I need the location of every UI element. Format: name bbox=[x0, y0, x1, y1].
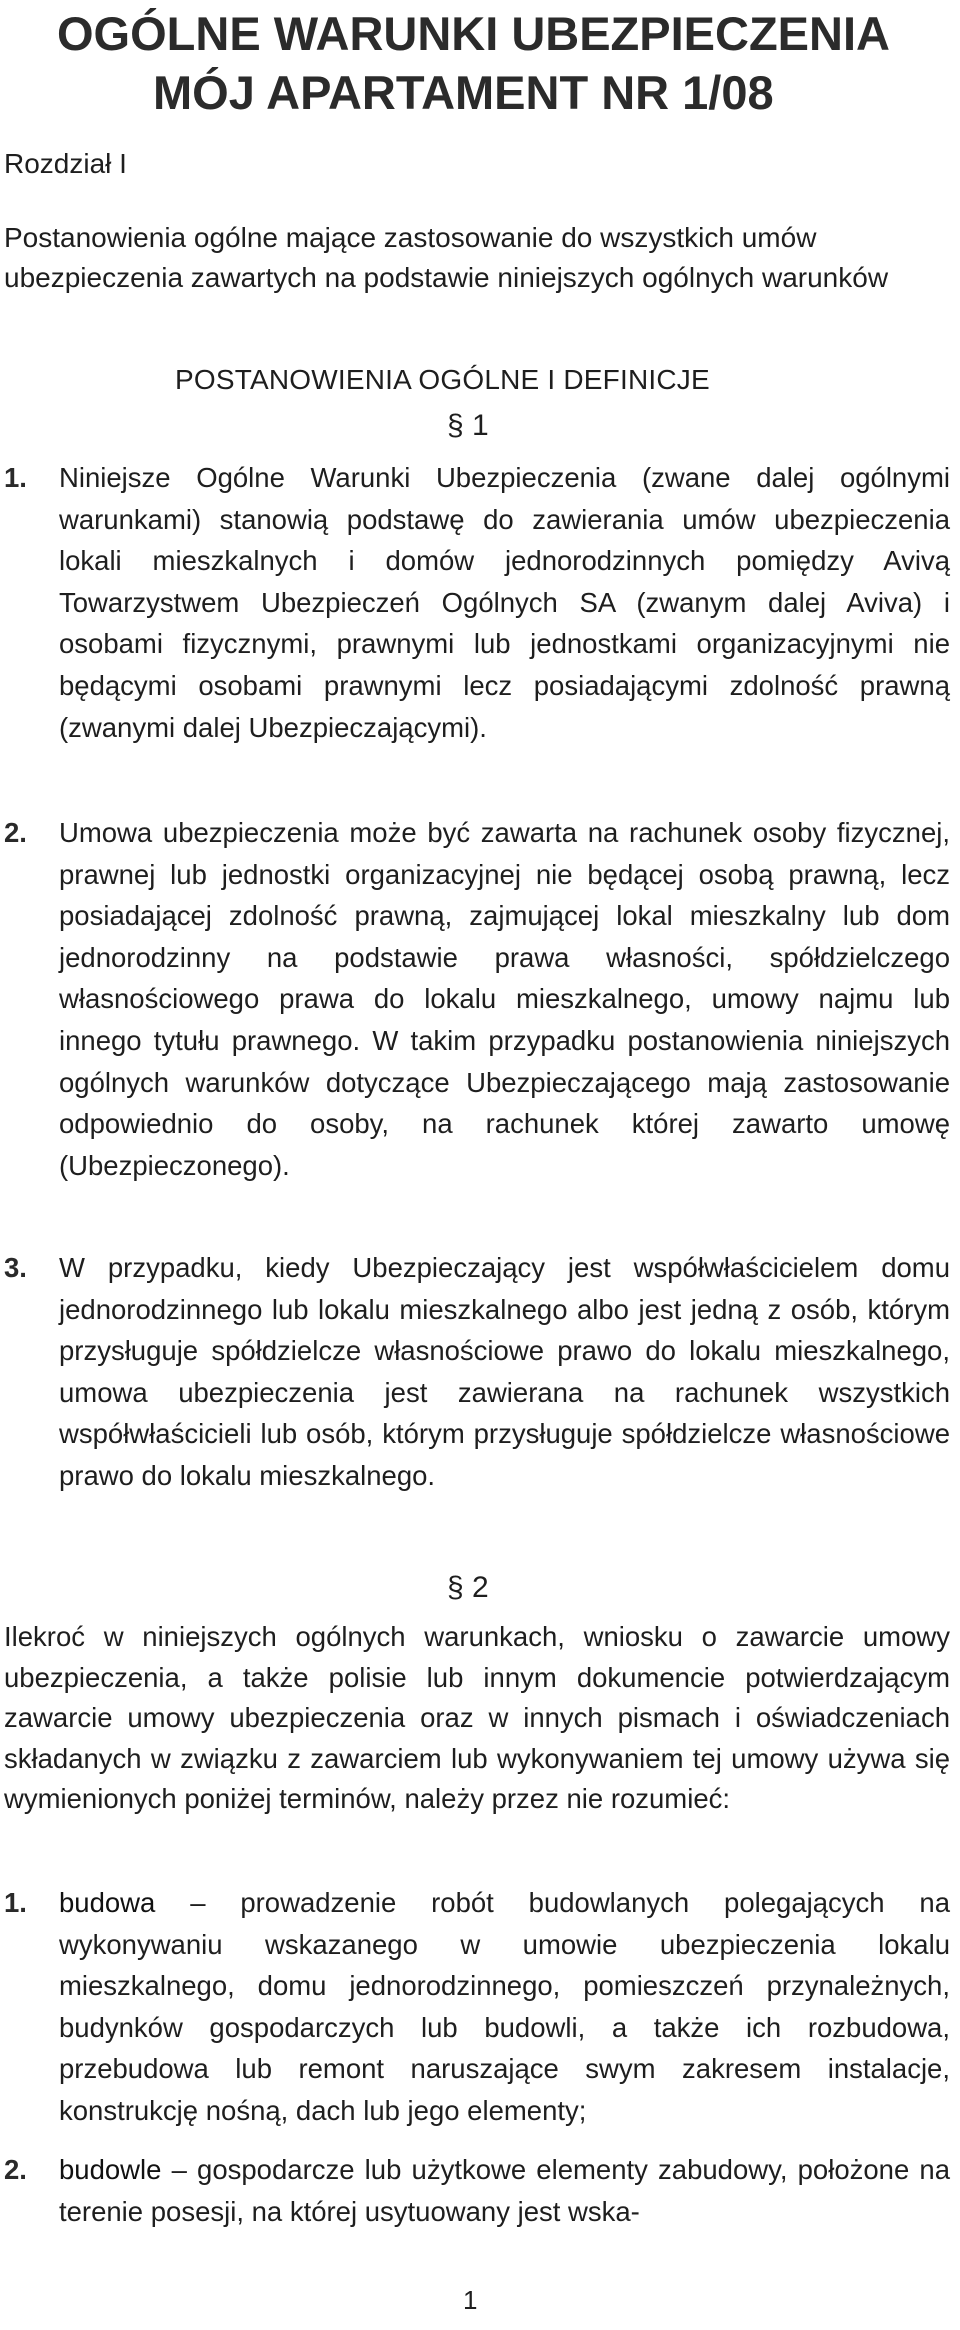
definition-text: – gospodarcze lub użytkowe elementy zabudowy, położone na terenie posesji, na której usytuowany jest wska- bbox=[59, 2154, 950, 2227]
page-number: 1 bbox=[463, 2285, 478, 2315]
list-item bbox=[4, 812, 950, 1186]
list-item bbox=[4, 457, 950, 748]
list-item-text: W przypadku, kiedy Ubezpieczający jest współwłaścicielem domu jednorodzinnego lub lokalu mieszkalnego albo jest jedną z osób, którym przysługuje spółdzielcze własnościowe prawo do lokalu mieszkalnego, umowa ubezpieczenia jest zawierana na rachunek wszystkich współwłaścicieli lub osób, którym przysługuje spółdzielcze własnościowe prawo do lokalu mieszkalnego. bbox=[59, 1252, 950, 1491]
definition-body bbox=[59, 2149, 950, 2232]
definition-number: 1. bbox=[4, 1887, 27, 1918]
list-item bbox=[4, 1247, 950, 1497]
definition-term: budowle bbox=[59, 2154, 162, 2185]
definition-term: budowa bbox=[59, 1887, 156, 1918]
chapter-label: Rozdział I bbox=[4, 148, 127, 179]
list-item-number: 3. bbox=[4, 1252, 27, 1283]
chapter-description: Postanowienia ogólne mające zastosowanie do wszystkich umów ubezpieczenia zawartych na podstawie niniejszych ogólnych warunków bbox=[4, 222, 889, 293]
definition-item bbox=[4, 1882, 950, 2132]
title-line-1: OGÓLNE WARUNKI UBEZPIECZENIA bbox=[57, 7, 890, 60]
title-line-2: MÓJ APARTAMENT NR 1/08 bbox=[153, 66, 774, 119]
paragraph-mark-2: § 2 bbox=[447, 1571, 489, 1604]
definition-body bbox=[59, 1882, 950, 2132]
section-heading: POSTANOWIENIA OGÓLNE I DEFINICJE bbox=[175, 364, 710, 395]
definition-number: 2. bbox=[4, 2154, 27, 2185]
document-title bbox=[57, 4, 937, 122]
definition-text: – prowadzenie robót budowlanych polegających na wykonywaniu wskazanego w umowie ubezpieczenia lokalu mieszkalnego, domu jednorodzinnego, pomieszczeń przynależnych, budynków gospodarczych lub budowli, a także ich rozbudowa, przebudowa lub remont naruszające swym zakresem instalacje, konstrukcję nośną, dach lub jego elementy; bbox=[59, 1887, 950, 2126]
list-item-text: Umowa ubezpieczenia może być zawarta na rachunek osoby fizycznej, prawnej lub jednostki organizacyjnej nie będącej osobą prawną, lecz posiadającej zdolność prawną, zajmującej lokal mieszkalny lub dom jednorodzinny na podstawie prawa własności, spółdzielczego własnościowego prawa do lokalu mieszkalnego, umowy najmu lub innego tytułu prawnego. W takim przypadku postanowienia niniejszych ogólnych warunków dotyczące Ubezpieczającego mają zastosowanie odpowiednio do osoby, na rachunek której zawarto umowę (Ubezpieczonego). bbox=[59, 817, 950, 1181]
list-item-number: 1. bbox=[4, 462, 27, 493]
paragraph-2-intro: Ilekroć w niniejszych ogólnych warunkach, wniosku o zawarcie umowy ubezpieczenia, a także polisie lub innym dokumencie potwierdzającym zawarcie umowy ubezpieczenia oraz w innych pismach i oświadczeniach składanych w związku z zawarciem lub wykonywaniem tej umowy używa się wymienionych poniżej terminów, należy przez nie rozumieć: bbox=[4, 1621, 950, 1814]
paragraph-mark-1: § 1 bbox=[447, 409, 489, 442]
list-item-text: Niniejsze Ogólne Warunki Ubezpieczenia (zwane dalej ogólnymi warunkami) stanowią podstawę do zawierania umów ubezpieczenia lokali mieszkalnych i domów jednorodzinnych pomiędzy Avivą Towarzystwem Ubezpieczeń Ogólnych SA (zwanym dalej Aviva) i osobami fizycznymi, prawnymi lub jednostkami organizacyjnymi nie będącymi osobami prawnymi lecz posiadającymi zdolność prawną (zwanymi dalej Ubezpieczającymi). bbox=[59, 462, 950, 743]
definition-item bbox=[4, 2149, 950, 2232]
list-item-number: 2. bbox=[4, 817, 27, 848]
